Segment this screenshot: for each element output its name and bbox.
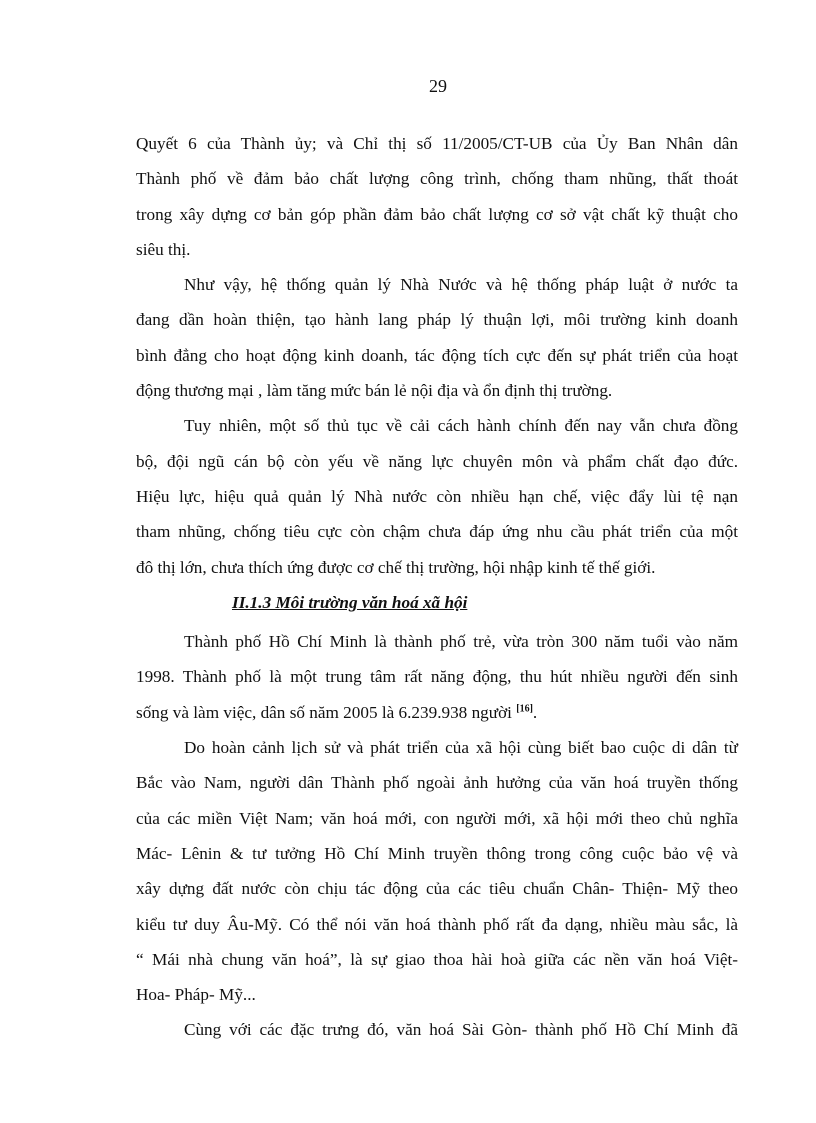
text-line: siêu thị. [136, 239, 191, 259]
text-line: Mác- Lênin & tư tưởng Hồ Chí Minh truyền thông trong công cuộc bảo vệ và [136, 843, 738, 863]
text-line: Bắc vào Nam, người dân Thành phố ngoài ảnh hưởng của văn hoá truyền thống [136, 773, 738, 793]
paragraph-4 [136, 624, 738, 730]
text-line: Hiệu lực, hiệu quả quản lý Nhà nước còn nhiều hạn chế, việc đẩy lùi tệ nạn [136, 486, 738, 506]
text-line: Do hoàn cảnh lịch sử và phát triển của xã hội cùng biết bao cuộc di dân từ [184, 738, 738, 758]
text-line [136, 695, 738, 730]
paragraph-3 [136, 408, 738, 584]
text-line: “ Mái nhà chung văn hoá”, là sự giao thoa hài hoà giữa các nền văn hoá Việt- [136, 949, 738, 969]
text-line: của các miền Việt Nam; văn hoá mới, con người mới, xã hội mới theo chủ nghĩa [136, 808, 738, 828]
text-line: Thành phố về đảm bảo chất lượng công trình, chống tham nhũng, thất thoát [136, 169, 738, 189]
text-line: Như vậy, hệ thống quản lý Nhà Nước và hệ thống pháp luật ở nước ta [184, 275, 738, 295]
text-line: kiểu tư duy Âu-Mỹ. Có thể nói văn hoá thành phố rất đa dạng, nhiều màu sắc, là [136, 914, 738, 934]
paragraph-5 [136, 730, 738, 1012]
text-line: Thành phố Hồ Chí Minh là thành phố trẻ, vừa tròn 300 năm tuổi vào năm [184, 632, 738, 652]
text-line: 1998. Thành phố là một trung tâm rất năng động, thu hút nhiều người đến sinh [136, 667, 738, 687]
text-line: đang dần hoàn thiện, tạo hành lang pháp lý thuận lợi, môi trường kinh doanh [136, 310, 738, 330]
text-line: tham nhũng, chống tiêu cực còn chậm chưa đáp ứng nhu cầu phát triển của một [136, 522, 738, 542]
text-line: bình đẳng cho hoạt động kinh doanh, tác động tích cực đến sự phát triển của hoạt [136, 345, 738, 365]
citation-reference: [16] [516, 703, 533, 715]
text-line: động thương mại , làm tăng mức bán lẻ nội địa và ổn định thị trường. [136, 381, 613, 401]
text-line: bộ, đội ngũ cán bộ còn yếu về năng lực chuyên môn và phẩm chất đạo đức. [136, 451, 738, 471]
paragraph-2 [136, 267, 738, 408]
text-line: xây dựng đất nước còn chịu tác động của các tiêu chuẩn Chân- Thiện- Mỹ theo [136, 879, 738, 899]
text-line: Cùng với các đặc trưng đó, văn hoá Sài Gòn- thành phố Hồ Chí Minh đã [184, 1020, 738, 1040]
text-line: Tuy nhiên, một số thủ tục về cải cách hành chính đến nay vẫn chưa đồng [184, 416, 738, 436]
section-heading: II.1.3 Môi trường văn hoá xã hội [232, 592, 468, 612]
paragraph-1 [136, 126, 738, 267]
page-number: 29 [429, 76, 447, 96]
document-body [136, 126, 738, 1048]
text-line: Quyết 6 của Thành ủy; và Chỉ thị số 11/2005/CT-UB của Ủy Ban Nhân dân [136, 134, 738, 153]
text-line: Hoa- Pháp- Mỹ... [136, 985, 256, 1005]
text-line: trong xây dựng cơ bản góp phần đảm bảo chất lượng cơ sở vật chất kỹ thuật cho [136, 204, 738, 224]
text-segment: sống và làm việc, dân số năm 2005 là 6.239.938 người [136, 702, 512, 722]
text-line: đô thị lớn, chưa thích ứng được cơ chế thị trường, hội nhập kinh tế thế giới. [136, 557, 656, 577]
paragraph-6 [136, 1012, 738, 1047]
sentence-end: . [532, 702, 538, 722]
